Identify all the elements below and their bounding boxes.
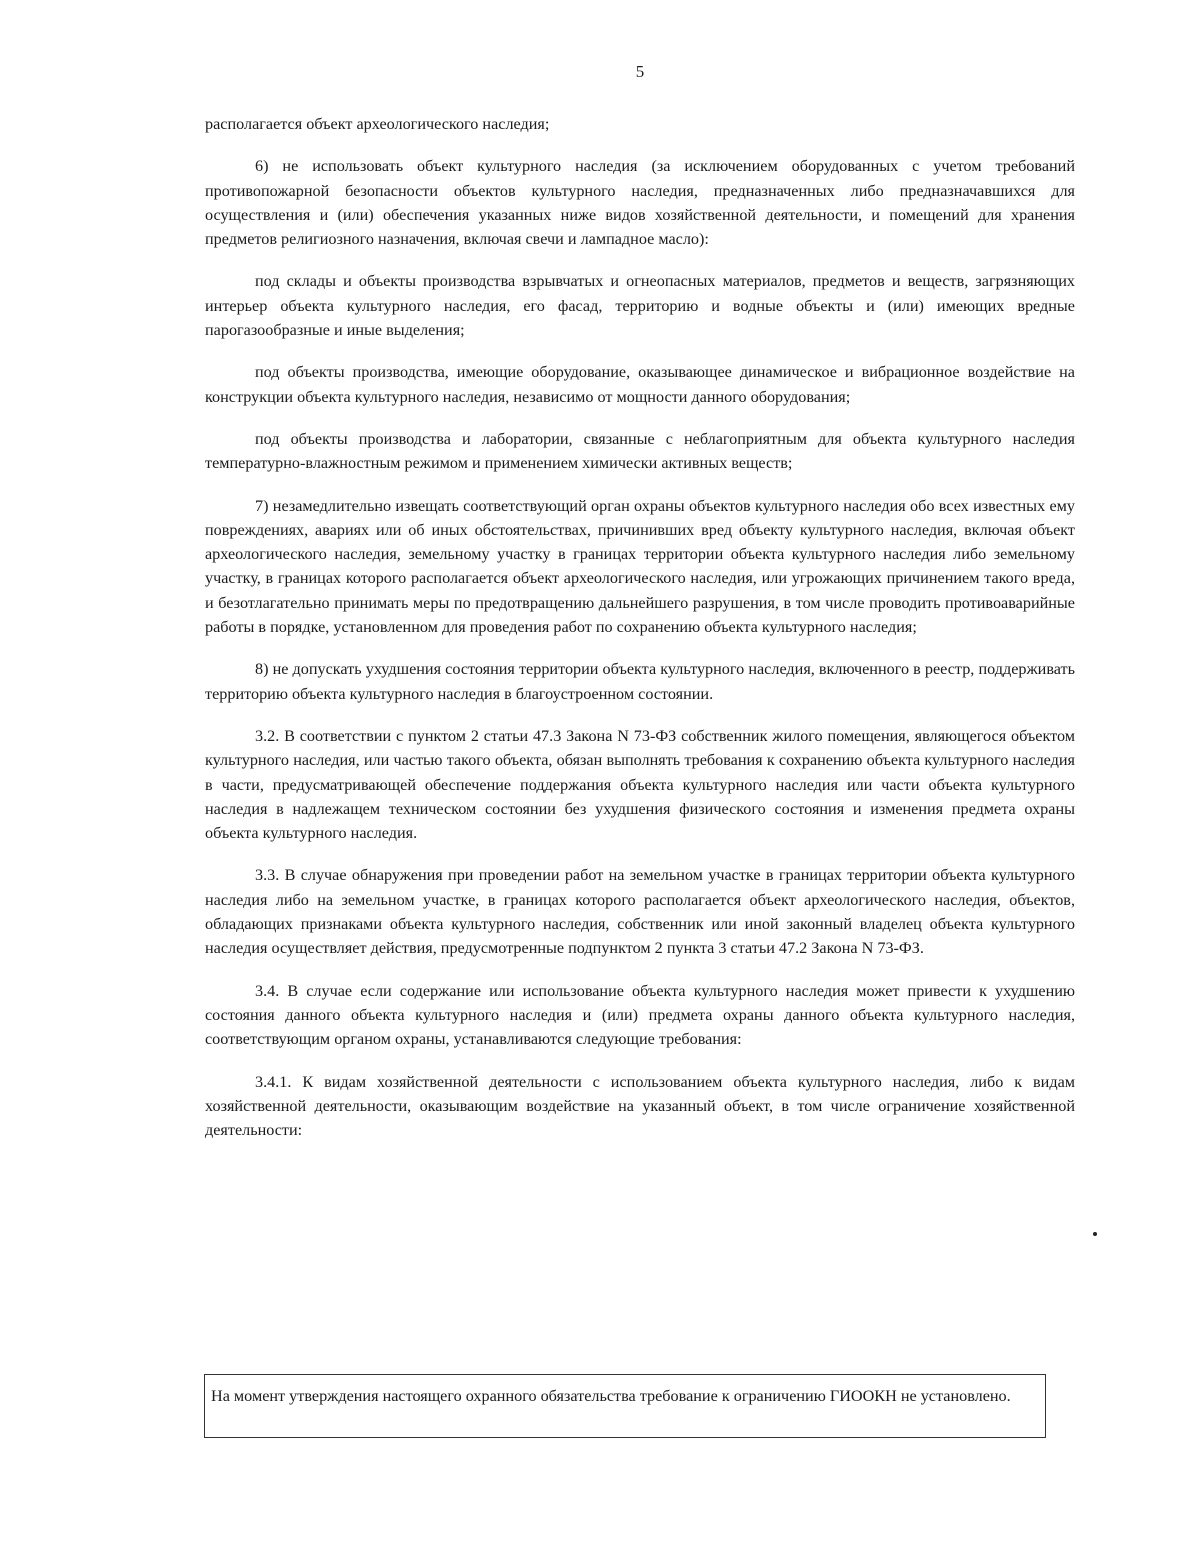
page-number: 5 — [635, 62, 645, 81]
paragraph: 8) не допускать ухудшения состояния территории объекта культурного наследия, включенного в реестр, поддерживать территорию объекта культурного наследия в благоустроенном состоянии. — [205, 660, 1075, 703]
paragraph: под объекты производства и лаборатории, связанные с неблагоприятным для объекта культурного наследия температурно-влажностным режимом и применением химически активных веществ; — [205, 429, 1075, 473]
paragraph: 3.4. В случае если содержание или использование объекта культурного наследия может привести к ухудшению состояния данного объекта культурного наследия и (или) предмета охраны данного объекта культурного наследия, соответствующим органом охраны, устанавливаются следующие требования: — [205, 981, 1075, 1049]
paragraph: 3.3. В случае обнаружения при проведении работ на земельном участке в границах территории объекта культурного наследия либо на земельном участке, в границах которого располагается объект археологического наследия, объектов, обладающих признаками объекта культурного наследия, собственник или иной законный владелец объекта культурного наследия осуществляет действия, предусмотренные подпунктом 2 пункта 3 статьи 47.2 Закона N 73-ФЗ. — [205, 866, 1075, 958]
paragraph: 7) незамедлительно извещать соответствующий орган охраны объектов культурного наследия обо всех известных ему повреждениях, авариях или об иных обстоятельствах, причинивших вред объекту культурного наследия, включая объект археологического наследия, земельному участку в границах территории объекта культурного наследия либо земельному участку, в границах которого располагается объект археологического наследия, или угрожающих причинением такого вреда, и безотлагательно принимать меры по предотвращению дальнейшего разрушения, в том числе проводить противоаварийные работы в порядке, установленном для проведения работ по сохранению объекта культурного наследия; — [205, 496, 1075, 637]
restriction-text: На момент утверждения настоящего охранного обязательства требование к ограничению ГИООКН не установлено. — [211, 1387, 1011, 1405]
document-body — [205, 112, 1075, 1160]
paragraph: 3.4.1. К видам хозяйственной деятельности с использованием объекта культурного наследия, либо к видам хозяйственной деятельности, оказывающим воздействие на указанный объект, в том числе ограничение хозяйственной деятельности: — [205, 1072, 1075, 1140]
paragraph: 6) не использовать объект культурного наследия (за исключением оборудованных с учетом требований противопожарной безопасности объектов культурного наследия, предназначенных либо предназначавшихся для осуществления и (или) обеспечения указанных ниже видов хозяйственной деятельности, и помещений для хранения предметов религиозного назначения, включая свечи и лампадное масло): — [205, 157, 1075, 249]
scan-speck — [1093, 1232, 1097, 1236]
paragraph: 3.2. В соответствии с пунктом 2 статьи 47.3 Закона N 73-ФЗ собственник жилого помещения, являющегося объектом культурного наследия, или частью такого объекта, обязан выполнять требования к сохранению объекта культурного наследия в части, предусматривающей обеспечение поддержания объекта культурного наследия или части объекта культурного наследия в надлежащем техническом состоянии без ухудшения физического состояния и изменения предмета охраны объекта культурного наследия. — [205, 726, 1075, 843]
restriction-box — [204, 1374, 1046, 1438]
paragraph: располагается объект археологического наследия; — [205, 115, 550, 133]
paragraph: под объекты производства, имеющие оборудование, оказывающее динамическое и вибрационное воздействие на конструкции объекта культурного наследия, независимо от мощности данного оборудования; — [205, 363, 1075, 406]
paragraph: под склады и объекты производства взрывчатых и огнеопасных материалов, предметов и веществ, загрязняющих интерьер объекта культурного наследия, его фасад, территорию и водные объекты и (или) имеющих вредные парогазообразные и иные выделения; — [205, 272, 1075, 340]
